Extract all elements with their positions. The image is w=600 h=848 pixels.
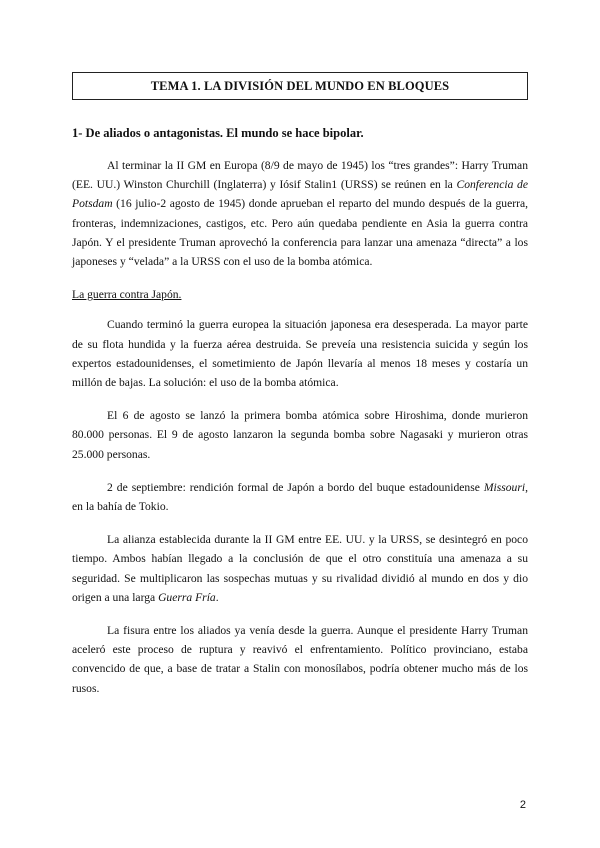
paragraph-surrender: 2 de septiembre: rendición formal de Japón a bordo del buque estadounidense Missouri, en la bahía de Tokio. [72, 480, 528, 514]
potsdam-conference-term: Conferencia de Potsdam [72, 178, 528, 211]
paragraph-potsdam: Al terminar la II GM en Europa (8/9 de mayo de 1945) los “tres grandes”: Harry Truman (EE. UU.) Winston Churchill (Inglaterra) y Iósif Stalin1 (URSS) se reúnen en la Conferencia de Potsdam (16 julio-2 agosto de 1945) donde aprueban el reparto del mundo después de la guerra, fronteras, indemnizaciones, castigos, etc. Pero aún quedaba pendiente en Asia la guerra contra Japón. Y el presidente Truman aprovechó la conferencia para lanzar una amenaza “directa” a los japoneses y “velada” a la URSS con el uso de la bomba atómica. [72, 159, 528, 269]
paragraph-japan-situation: Cuando terminó la guerra europea la situación japonesa era desesperada. La mayor parte de su flota hundida y la fuerza aérea destruida. Se preveía una resistencia suicida y según los expertos estadounidenses, el sometimiento de Japón llevaría al menos 18 meses y costaría un millón de bajas. La solución: el uso de la bomba atómica. [72, 318, 528, 390]
subheading-war-japan: La guerra contra Japón. [72, 288, 182, 302]
missouri-term: Missouri [483, 480, 526, 494]
document-title: TEMA 1. LA DIVISIÓN DEL MUNDO EN BLOQUES [150, 78, 450, 93]
paragraph-truman: La fisura entre los aliados ya venía desde la guerra. Aunque el presidente Harry Truman aceleró este proceso de ruptura y reavivó el enfrentamiento. Político provinciano, estaba convencido de que, a base de tratar a Stalin con monosílabos, podría obtener mucho más de los rusos. [72, 624, 528, 695]
paragraph-atomic-bombs: El 6 de agosto se lanzó la primera bomba atómica sobre Hiroshima, donde murieron 80.000 personas. El 9 de agosto lanzaron la segunda bomba sobre Nagasaki y murieron otras 25.000 personas. [72, 409, 528, 461]
cold-war-term: Guerra Fría [158, 590, 216, 604]
title-box [72, 72, 528, 100]
paragraph-alliance: La alianza establecida durante la II GM entre EE. UU. y la URSS, se desintegró en poco tiempo. Ambos habían llegado a la conclusión de que el otro constituía una amenaza a su seguridad. Se multiplicaron las sospechas mutuas y su rivalidad dividió al mundo en dos y dio origen a una larga Guerra Fría. [72, 533, 528, 604]
document-body [72, 156, 528, 712]
section-heading: 1- De aliados o antagonistas. El mundo se hace bipolar. [72, 126, 364, 140]
page-number: 2 [519, 799, 526, 811]
